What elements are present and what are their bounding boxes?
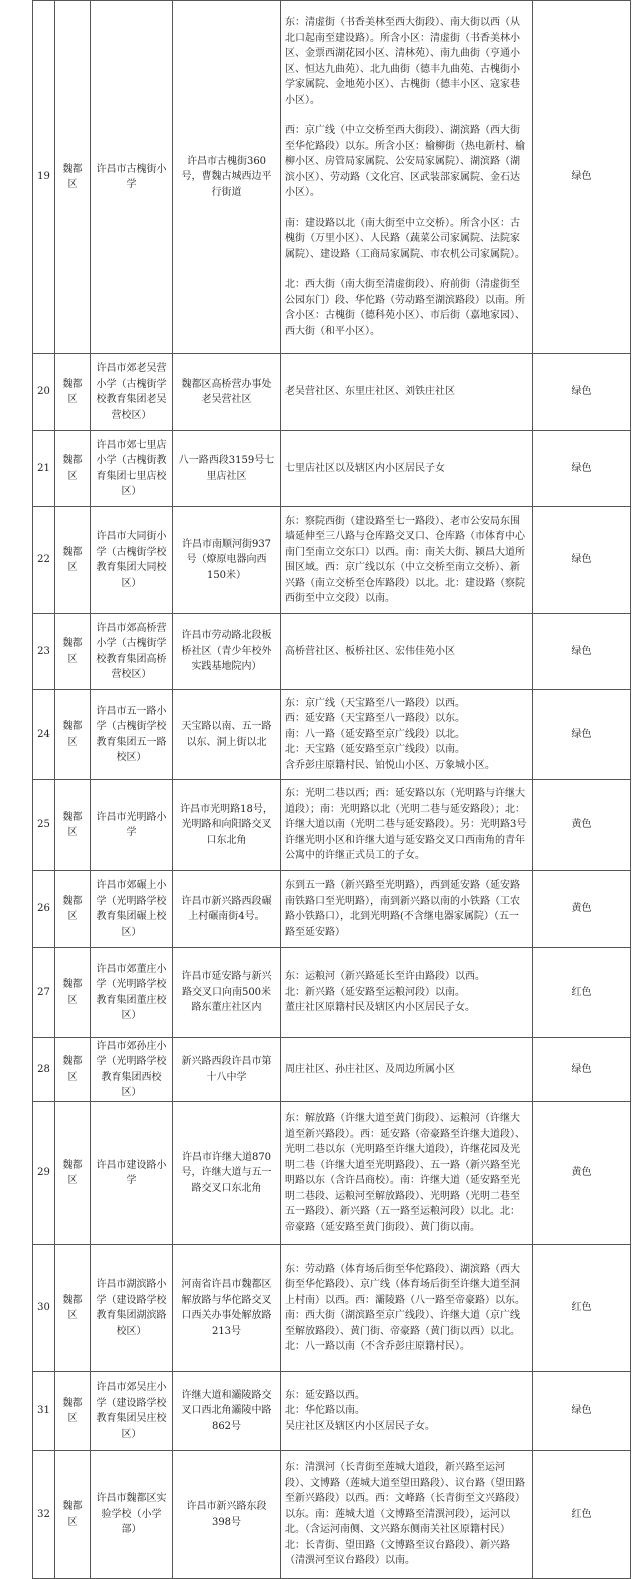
row-number: 29: [33, 1102, 55, 1245]
district-cell: 魏都区: [55, 431, 91, 507]
school-district-table: [32, 0, 631, 1579]
table-row: [33, 431, 631, 507]
school-address-cell: 许昌市许继大道870号，许继大道与五一路交叉口东北角: [173, 1102, 281, 1245]
school-address-cell: 许昌市新兴路西段碾上村碾南街4号。: [173, 871, 281, 948]
row-number: 22: [33, 507, 55, 614]
school-name-cell: 许昌市郊老吴营小学（古槐街学校教育集团老吴营校区）: [91, 354, 173, 431]
district-cell: 魏都区: [55, 1, 91, 354]
risk-color-cell: 黄色: [533, 871, 631, 948]
table-row: [33, 1102, 631, 1245]
scope-paragraph: 南：八一路（延安路至京广线段）以北。: [285, 728, 465, 740]
scope-paragraph: 东：延安路以西。: [285, 1389, 365, 1401]
enrollment-scope-cell: [281, 1102, 533, 1245]
table-row: [33, 1451, 631, 1579]
risk-color-cell: 绿色: [533, 1, 631, 354]
school-name-cell: 许昌市光明路小学: [91, 780, 173, 871]
table-row: [33, 1038, 631, 1102]
district-cell: 魏都区: [55, 690, 91, 780]
school-name-cell: 许昌市大同街小学（古槐街学校教育集团大同校区）: [91, 507, 173, 614]
school-name-cell: 许昌市魏都区实验学校（小学部）: [91, 1451, 173, 1579]
enrollment-scope-cell: [281, 1245, 533, 1372]
table-row: [33, 948, 631, 1038]
risk-color-cell: 黄色: [533, 780, 631, 871]
school-name-cell: 许昌市郊高桥营小学（古槐街学校教育集团高桥营校区）: [91, 614, 173, 690]
scope-paragraph: 老吴营社区、东里庄社区、刘铁庄社区: [285, 386, 455, 398]
row-number: 31: [33, 1372, 55, 1451]
table-row: [33, 780, 631, 871]
school-name-cell: 许昌市建设路小学: [91, 1102, 173, 1245]
scope-paragraph: 七里店社区以及辖区内小区居民子女: [285, 462, 445, 474]
risk-color-cell: 绿色: [533, 690, 631, 780]
school-address-cell: 许继大道和灞陵路交叉口西北角灞陵中路862号: [173, 1372, 281, 1451]
risk-color-cell: 绿色: [533, 507, 631, 614]
district-cell: 魏都区: [55, 1451, 91, 1579]
enrollment-scope-cell: [281, 431, 533, 507]
school-name-cell: 许昌市古槐街小学: [91, 1, 173, 354]
enrollment-scope-cell: [281, 780, 533, 871]
table-row: [33, 1, 631, 354]
enrollment-scope-cell: [281, 354, 533, 431]
table-row: [33, 1245, 631, 1372]
row-number: 19: [33, 1, 55, 354]
enrollment-scope-cell: [281, 1038, 533, 1102]
enrollment-scope-cell: [281, 948, 533, 1038]
table-row: [33, 614, 631, 690]
row-number: 25: [33, 780, 55, 871]
risk-color-cell: 红色: [533, 1245, 631, 1372]
risk-color-cell: 绿色: [533, 431, 631, 507]
district-cell: 魏都区: [55, 614, 91, 690]
district-cell: 魏都区: [55, 1102, 91, 1245]
enrollment-scope-cell: [281, 1372, 533, 1451]
row-number: 23: [33, 614, 55, 690]
risk-color-cell: 绿色: [533, 1372, 631, 1451]
scope-paragraph: 高桥营社区、板桥社区、宏伟佳苑小区: [285, 645, 455, 657]
school-name-cell: 许昌市湖滨路小学（建设路学校教育集团湖滨路校区）: [91, 1245, 173, 1372]
scope-paragraph: 南：建设路以北（南大街至中立交桥）。所含小区：古槐街（万里小区）、人民路（蔬菜公司家属院、法院家属院）、建设路（工商局家属院、市农机公司家属院）。: [285, 217, 525, 260]
district-cell: 魏都区: [55, 948, 91, 1038]
scope-paragraph: 东：清潩河（长青街至莲城大道段，新兴路至运河段）、文博路（莲城大道至望田路段）、议台路（望田路至新兴路段）以西。西：文峰路（长青街至文兴路段）以东。南：莲城大道（文博路至清潩河段），运河以北。（含运河南侧、文兴路东侧南关社区原籍村民）北：长青街、望田路（文博路至议台路段）、新兴路（清潩河至议台路段）以南。: [285, 1462, 525, 1567]
row-number: 24: [33, 690, 55, 780]
school-name-cell: 许昌市五一路小学（古槐街学校教育集团五一路校区）: [91, 690, 173, 780]
scope-paragraph: 东到五一路（新兴路至光明路），西到延安路（延安路南铁路口至光明路），南到新兴路以南的小铁路（工农路小铁路口），北到光明路(不含继电器家属院）（五一路至延安路）: [285, 880, 520, 938]
risk-color-cell: 绿色: [533, 354, 631, 431]
school-name-cell: 许昌市郊七里店小学（古槐街教育集团七里店校区）: [91, 431, 173, 507]
scope-paragraph: 北：新兴路（延安路至运粮河段）以南。: [285, 986, 465, 998]
scope-paragraph: 东：光明二巷以西；西：延安路以东（光明路与许继大道段）；南：光明路以北（光明二巷与延安路段）；北：许继大道以南（光明二巷与延安路段）。另：光明路3号许继光明小区和许继大道与延安路交叉口西南角的青年公寓中的许继正式员工的子女。: [285, 788, 527, 862]
school-address-cell: 许昌市延安路与新兴路交叉口向南500米路东董庄社区内: [173, 948, 281, 1038]
table-row: [33, 871, 631, 948]
scope-paragraph: 东：察院西街（建设路至七一路段）、老市公安局东围墙延伸至三八路与仓库路交叉口、仓库路（市体育中心南门至南立交东口）以西。南：南关大街、颍昌大道所围区域。西：京广线以东（中立交桥至南立交桥）、新兴路（南立交桥至仓库路段）以北。北：建设路（察院西街至中立交段）以南。: [285, 515, 525, 604]
row-number: 27: [33, 948, 55, 1038]
scope-paragraph: 含乔彭庄原籍村民、铂悦山小区、万象城小区。: [285, 759, 495, 771]
scope-paragraph: 东：清虚街（书香美林至西大街段）、南大街以西（从北口起南至建设路）。所含小区：清虚街（书香美林小区、金票西湖花园小区、清林苑）、南九曲街（亨通小区、恒达九曲苑）、北九曲街（德丰九曲苑、古槐街小学家属院、金地苑小区）、古槐街（德丰小区、寇家巷小区）。: [285, 17, 520, 106]
school-address-cell: 许昌市劳动路北段板桥社区（青少年校外实践基地院内）: [173, 614, 281, 690]
school-address-cell: 天宝路以南、五一路以东、洞上街以北: [173, 690, 281, 780]
school-name-cell: 许昌市郊吴庄小学（建设路学校教育集团吴庄校区）: [91, 1372, 173, 1451]
district-cell: 魏都区: [55, 871, 91, 948]
district-cell: 魏都区: [55, 1245, 91, 1372]
scope-paragraph: 东：劳动路（体育场后街至华佗路段）、湖滨路（西大街至华佗路段）、京广线（体育场后街至许继大道至洞上村南）以西。西：灞陵路（八一路至帝豪路）以东。南：西大街（湖滨路至京广线段）、许继大道（京广线至解放路段）、黄门街、帝豪路（黄门街以西）以北。北：八一路以南（不含乔彭庄原籍村民）。: [285, 1263, 525, 1352]
scope-paragraph: 西：京广线（中立交桥至西大街段）、湖滨路（西大街至华佗路段）以东。所含小区：榆柳街（热电新村、榆柳小区、房管局家属院、公安局家属院）、湖滨路（湖滨小区）、劳动路（文化宫、区武装部家属院、金石达小区）。: [285, 125, 525, 198]
enrollment-scope-cell: [281, 507, 533, 614]
school-address-cell: 新兴路西段许昌市第十八中学: [173, 1038, 281, 1102]
table-row: [33, 507, 631, 614]
risk-color-cell: 绿色: [533, 1038, 631, 1102]
scope-paragraph: 东：解放路（许继大道至黄门街段）、运粮河（许继大道至新兴路段）。西：延安路（帝豪路至许继大道段）、光明二巷以东（光明路至许继大道段），许继花园及光明二巷（许继大道至光明路段）、五一路（新兴路至光明路以东（含许昌商校）。南：许继大道（延安路至光明二巷段、运粮河至解放路段）、光明路（光明二巷至五一路段）、新兴路（五一路至运粮河段）以北。北：帝豪路（延安路至黄门街段）、黄门街以南。: [285, 1113, 525, 1233]
table-row: [33, 1372, 631, 1451]
risk-color-cell: 黄色: [533, 1102, 631, 1245]
school-address-cell: 魏都区高桥营办事处老吴营社区: [173, 354, 281, 431]
scope-paragraph: 西：延安路（天宝路至八一路段）以东。: [285, 713, 465, 725]
enrollment-scope-cell: [281, 1451, 533, 1579]
risk-color-cell: 红色: [533, 948, 631, 1038]
row-number: 20: [33, 354, 55, 431]
district-cell: 魏都区: [55, 1372, 91, 1451]
school-address-cell: 八一路西段3159号七里店社区: [173, 431, 281, 507]
district-cell: 魏都区: [55, 354, 91, 431]
scope-paragraph: 董庄社区原籍村民及辖区内小区居民子女。: [285, 1002, 475, 1014]
enrollment-scope-cell: [281, 614, 533, 690]
row-number: 26: [33, 871, 55, 948]
scope-paragraph: 周庄社区、孙庄社区、及周边所属小区: [285, 1063, 455, 1075]
school-name-cell: 许昌市郊碾上小学（光明路学校教育集团碾上校区）: [91, 871, 173, 948]
scope-paragraph: 北：天宝路（延安路至京广线段）以南。: [285, 744, 465, 756]
enrollment-scope-cell: [281, 1, 533, 354]
school-address-cell: 许昌市光明路18号，光明路和向阳路交叉口东北角: [173, 780, 281, 871]
scope-paragraph: 北：西大街（南大街至清虚街段）、府前街（清虚街至公园东门）段、华佗路（劳动路至湖滨路段）以南。所含小区：古槐街（德科苑小区）、市后街（嘉地家园）、西大街（和平小区）。: [285, 279, 525, 337]
row-number: 30: [33, 1245, 55, 1372]
scope-paragraph: 北：华佗路以南。: [285, 1405, 365, 1417]
school-address-cell: 许昌市古槐街360号，曹魏古城西边平行街道: [173, 1, 281, 354]
scope-paragraph: 东：运粮河（新兴路延长至许由路段）以西。: [285, 971, 485, 983]
district-cell: 魏都区: [55, 780, 91, 871]
risk-color-cell: 绿色: [533, 614, 631, 690]
school-address-cell: 许昌市南顺河街937号（燎原电器向西150米）: [173, 507, 281, 614]
district-cell: 魏都区: [55, 507, 91, 614]
school-name-cell: 许昌市郊孙庄小学（光明路学校教育集团西校区）: [91, 1038, 173, 1102]
scope-paragraph: 吴庄社区及辖区内小区居民子女。: [285, 1420, 435, 1432]
enrollment-scope-cell: [281, 690, 533, 780]
row-number: 28: [33, 1038, 55, 1102]
district-cell: 魏都区: [55, 1038, 91, 1102]
scope-paragraph: 东：京广线（天宝路至八一路段）以西。: [285, 697, 465, 709]
school-address-cell: 许昌市新兴路东段398号: [173, 1451, 281, 1579]
row-number: 21: [33, 431, 55, 507]
enrollment-scope-cell: [281, 871, 533, 948]
school-name-cell: 许昌市郊董庄小学（光明路学校教育集团董庄校区）: [91, 948, 173, 1038]
table-row: [33, 690, 631, 780]
school-address-cell: 河南省许昌市魏都区解放路与华佗路交叉口西关办事处解放路213号: [173, 1245, 281, 1372]
risk-color-cell: 红色: [533, 1451, 631, 1579]
table-row: [33, 354, 631, 431]
row-number: 32: [33, 1451, 55, 1579]
